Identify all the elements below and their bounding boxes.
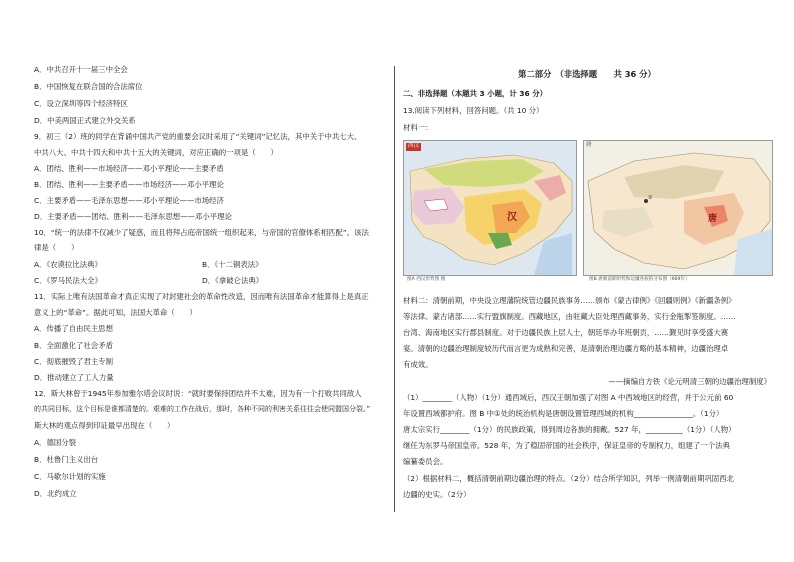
q13-part1-line-1: （1）________（人物）（1分）通西域后，西汉王朝加强了对图 A 中西域地区的经营，并于公元前 60 bbox=[403, 393, 734, 402]
q10-option-a: A．《农谟拉比法典》 bbox=[34, 260, 102, 269]
q8-option-a: A．中共召开十一届三中全会 bbox=[34, 65, 128, 74]
q9-stem-cont: 中共八大、中共十四大和中共十五大的关键词，对应正确的一项是（ ） bbox=[34, 148, 278, 157]
material-2-source: ——摘编自方铁《论元明清三朝的边疆治理制度》 bbox=[608, 377, 771, 386]
map-a-title-tag: 西汉 bbox=[408, 143, 420, 149]
q12-option-c: C．马歇尔计划的实施 bbox=[34, 472, 106, 481]
material-1-label: 材料一： bbox=[403, 123, 433, 132]
maps-area bbox=[403, 140, 771, 286]
section-title: 第二部分 （非选择题 共 36 分） bbox=[518, 69, 656, 79]
q9-option-b: B．团结、胜利——主要矛盾——市场经济——邓小平理论 bbox=[34, 180, 224, 189]
map-b-tang-label: 唐 bbox=[708, 214, 718, 224]
q10-stem-cont: 律是（ ） bbox=[34, 243, 79, 252]
subsection-heading: 二、非选择题（本题共 3 小题，计 36 分） bbox=[403, 89, 547, 98]
q11-option-a: A．传播了自由民主思想 bbox=[34, 324, 113, 333]
q9-option-d: D．主要矛盾——团结、胜利——毛泽东思想——邓小平理论 bbox=[34, 212, 232, 221]
q8-option-d: D．中美两国正式建立外交关系 bbox=[34, 116, 136, 125]
q12-stem-cont: 的共同目标，这个目标是谁都清楚的。艰难的工作在战后，那时，各种不同的利害关系往往会使同盟国分裂。” bbox=[34, 405, 371, 413]
q13-part2-line-2: 边疆的史实。（2分） bbox=[403, 490, 471, 499]
q9-option-c: C．主要矛盾——毛泽东思想——邓小平理论——市场经济 bbox=[34, 196, 224, 205]
q12-option-b: B．杜鲁门主义出台 bbox=[34, 455, 99, 464]
q11-option-b: B．全面激化了社会矛盾 bbox=[34, 341, 113, 350]
q10-option-d: D．《拿破仑法典》 bbox=[202, 276, 264, 285]
column-divider bbox=[394, 66, 395, 512]
q13-part1-line-4: 继任为东罗马帝国皇帝。528 年，为了稳固帝国的社会秩序，保证皇帝的专制权力，组建了一个法典 bbox=[403, 441, 730, 450]
q8-option-b: B．中国恢复在联合国的合法席位 bbox=[34, 82, 143, 91]
q13-stem: 13.阅读下列材料，回答问题。（共 10 分） bbox=[403, 106, 544, 115]
q9-option-a: A．团结、胜利——市场经济——邓小平理论——主要矛盾 bbox=[34, 164, 224, 173]
q12-option-d: D．北约成立 bbox=[34, 489, 77, 498]
q13-part1-line-3: 唐太宗实行________（1分）的民族政策，得到周边各族的拥戴。527 年，__________（1分）（人物） bbox=[403, 425, 736, 434]
q10-option-b: B．《十二铜表法》 bbox=[202, 260, 263, 269]
map-b-tang bbox=[583, 140, 773, 276]
q8-option-c: C．设立深圳等四个经济特区 bbox=[34, 99, 128, 108]
q9-stem: 9．初三（2）班的同学在背诵中国共产党的重要会议时采用了“关键词”记忆法，其中关于中共七大、 bbox=[34, 132, 362, 141]
material-2-line-1: 材料二：清朝前期，中央设立理藩院统管边疆民族事务……颁布《蒙古律例》《回疆则例》《新疆条例》 bbox=[403, 296, 736, 305]
q12-option-a: A．德国分裂 bbox=[34, 438, 77, 447]
material-2-line-2: 等法律。蒙古诸部……实行盟旗制度。西藏地区，由驻藏大臣处理西藏事务，实行金瓶掣签制度。…… bbox=[403, 312, 736, 321]
q10-option-c: C．《罗马民法大全》 bbox=[34, 276, 102, 285]
q12-stem-cont2: 斯大林的观点得到印证最早出现在（ ） bbox=[34, 421, 175, 430]
map-a-caption: 图A 西汉形势图 图 bbox=[407, 277, 446, 282]
material-2-line-3: 台湾、海南地区实行郡县制度。对于边疆民族上层人士，朝廷举办年班朝贡，……觐见时享受盛大赛 bbox=[403, 328, 729, 337]
q10-stem: 10．“统一的法律不仅减少了疑惑，而且将拜占庭帝国统一组织起来，与帝国的官僚体系相匹配”。该法 bbox=[34, 228, 369, 237]
map-b-title-tag: 唐 bbox=[586, 142, 592, 148]
q11-option-c: C．彻底摧毁了君主专制 bbox=[34, 357, 114, 366]
material-2-line-5: 有成效。 bbox=[403, 360, 433, 369]
q13-part2-line-1: （2）根据材料二，概括清朝前期边疆治理的特点。（2分）结合所学知识，列举一例清朝前期巩固西北 bbox=[403, 474, 734, 483]
map-b-caption: 图B 唐朝前期形势和边疆各族的分布图（669年） bbox=[589, 277, 690, 282]
q11-stem-cont: 意义上的“革命”。据此可知，法国大革命（ ） bbox=[34, 308, 197, 317]
material-2-line-4: 宴。清朝的边疆治理制度较历代而言更为成熟和完善，是清朝治理边疆方略的基本精神，边疆治理卓 bbox=[403, 344, 729, 353]
map-b-drawing bbox=[584, 141, 772, 275]
q13-part1-line-2: 年设置西域都护府。图 B 中①处的统治机构是唐朝设置管理西域的机构________________。（1分） bbox=[403, 409, 724, 418]
map-a-western-han bbox=[403, 140, 577, 276]
q11-stem: 11．实际上唯有法国革命才真正实现了对封建社会的革命性改造，因而唯有法国革命才能算得上是真正 bbox=[34, 292, 369, 301]
map-a-han-label: 汉 bbox=[507, 212, 517, 223]
q11-option-d: D．推动建立了工人力量 bbox=[34, 373, 114, 382]
map-a-drawing bbox=[404, 141, 576, 275]
svg-text:①: ① bbox=[648, 195, 653, 201]
q12-stem: 12．斯大林曾于1945年参加雅尔塔会议时说：“就时要保持团结并不太难，因为有一个打败共同敌人 bbox=[34, 389, 362, 398]
q13-part1-line-5: 编纂委员会。 bbox=[403, 457, 448, 466]
